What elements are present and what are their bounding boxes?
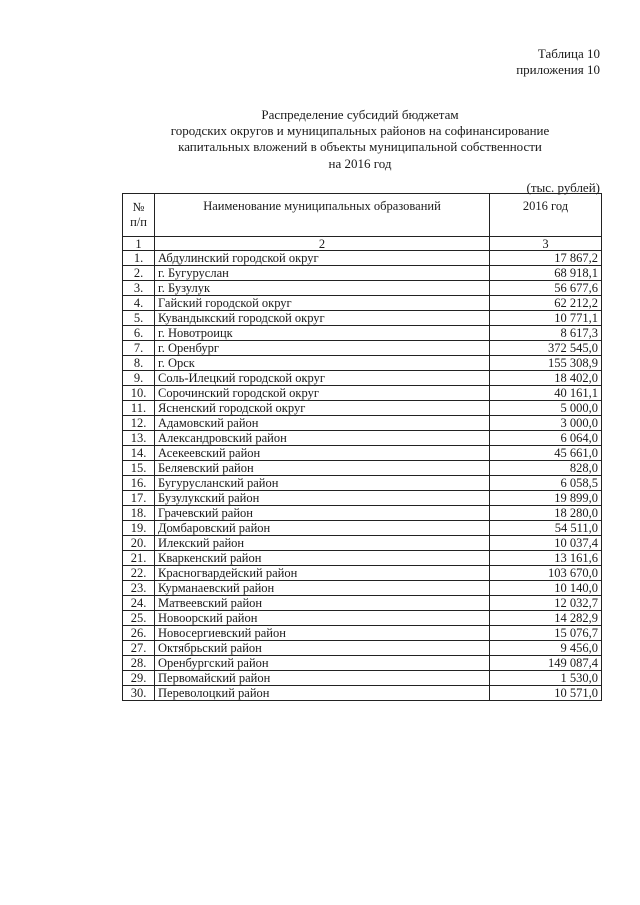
table-row <box>123 551 602 566</box>
subsidy-value: 10 037,4 <box>490 536 602 551</box>
municipality-name: Адамовский район <box>155 416 490 431</box>
municipality-name: Бузулукский район <box>155 491 490 506</box>
subsidy-value: 56 677,6 <box>490 281 602 296</box>
row-number: 1. <box>123 251 155 266</box>
title-line-2: городских округов и муниципальных районов на софинансирование <box>170 123 550 139</box>
title-line-3: капитальных вложений в объекты муниципальной собственности <box>178 139 542 155</box>
subsidy-value: 6 064,0 <box>490 431 602 446</box>
municipality-name: г. Бузулук <box>155 281 490 296</box>
table-row <box>123 326 602 341</box>
table-row <box>123 401 602 416</box>
table-row <box>123 491 602 506</box>
municipality-name: Гайский городской округ <box>155 296 490 311</box>
column-numbers-row <box>123 237 602 251</box>
row-number: 3. <box>123 281 155 296</box>
header-name: Наименование муниципальных образований <box>155 194 490 237</box>
title-line-1: Распределение субсидий бюджетам <box>261 107 459 122</box>
row-number: 10. <box>123 386 155 401</box>
table-reference <box>516 46 600 78</box>
subsidy-value: 828,0 <box>490 461 602 476</box>
row-number: 15. <box>123 461 155 476</box>
subsidy-value: 8 617,3 <box>490 326 602 341</box>
row-number: 25. <box>123 611 155 626</box>
table-row <box>123 656 602 671</box>
subsidy-value: 6 058,5 <box>490 476 602 491</box>
municipality-name: Александровский район <box>155 431 490 446</box>
table-row <box>123 446 602 461</box>
row-number: 29. <box>123 671 155 686</box>
subsidy-value: 372 545,0 <box>490 341 602 356</box>
row-number: 27. <box>123 641 155 656</box>
row-number: 24. <box>123 596 155 611</box>
row-number: 18. <box>123 506 155 521</box>
municipality-name: Первомайский район <box>155 671 490 686</box>
municipality-name: Беляевский район <box>155 461 490 476</box>
table-row <box>123 296 602 311</box>
row-number: 21. <box>123 551 155 566</box>
row-number: 6. <box>123 326 155 341</box>
subsidy-value: 103 670,0 <box>490 566 602 581</box>
municipality-name: Соль-Илецкий городской округ <box>155 371 490 386</box>
subsidy-value: 10 140,0 <box>490 581 602 596</box>
row-number: 14. <box>123 446 155 461</box>
table-row <box>123 476 602 491</box>
municipality-name: Ясненский городской округ <box>155 401 490 416</box>
table-row <box>123 686 602 701</box>
subsidy-value: 5 000,0 <box>490 401 602 416</box>
table-row <box>123 311 602 326</box>
column-number: 1 <box>123 237 155 251</box>
table-row <box>123 341 602 356</box>
column-number: 3 <box>490 237 602 251</box>
subsidy-value: 10 571,0 <box>490 686 602 701</box>
subsidy-value: 68 918,1 <box>490 266 602 281</box>
subsidy-value: 9 456,0 <box>490 641 602 656</box>
row-number: 12. <box>123 416 155 431</box>
municipality-name: Грачевский район <box>155 506 490 521</box>
table-row <box>123 416 602 431</box>
subsidy-value: 15 076,7 <box>490 626 602 641</box>
subsidy-value: 3 000,0 <box>490 416 602 431</box>
municipality-name: г. Оренбург <box>155 341 490 356</box>
header-year: 2016 год <box>490 194 602 237</box>
municipality-name: Курманаевский район <box>155 581 490 596</box>
subsidy-value: 149 087,4 <box>490 656 602 671</box>
table-label: Таблица 10 <box>537 46 600 61</box>
subsidy-value: 14 282,9 <box>490 611 602 626</box>
row-number: 2. <box>123 266 155 281</box>
table-body <box>123 237 602 701</box>
table-row <box>123 431 602 446</box>
table-row <box>123 521 602 536</box>
row-number: 4. <box>123 296 155 311</box>
subsidy-value: 17 867,2 <box>490 251 602 266</box>
row-number: 7. <box>123 341 155 356</box>
row-number: 16. <box>123 476 155 491</box>
row-number: 28. <box>123 656 155 671</box>
table-row <box>123 386 602 401</box>
table-row <box>123 566 602 581</box>
header-number: № п/п <box>123 194 155 237</box>
table-header-row <box>123 194 602 237</box>
subsidy-value: 13 161,6 <box>490 551 602 566</box>
municipality-name: Кувандыкский городской округ <box>155 311 490 326</box>
subsidy-value: 12 032,7 <box>490 596 602 611</box>
row-number: 19. <box>123 521 155 536</box>
document-title <box>120 107 600 172</box>
row-number: 20. <box>123 536 155 551</box>
table-row <box>123 536 602 551</box>
subsidy-value: 45 661,0 <box>490 446 602 461</box>
appendix-label: приложения 10 <box>516 62 600 77</box>
municipality-name: Новоорский район <box>155 611 490 626</box>
municipality-name: г. Новотроицк <box>155 326 490 341</box>
table-row <box>123 356 602 371</box>
units-label: (тыс. рублей) <box>526 180 600 195</box>
municipality-name: г. Орск <box>155 356 490 371</box>
subsidy-value: 1 530,0 <box>490 671 602 686</box>
table-row <box>123 281 602 296</box>
row-number: 17. <box>123 491 155 506</box>
table-row <box>123 596 602 611</box>
table-row <box>123 626 602 641</box>
subsidy-value: 155 308,9 <box>490 356 602 371</box>
municipality-name: Кваркенский район <box>155 551 490 566</box>
municipality-name: Переволоцкий район <box>155 686 490 701</box>
column-number: 2 <box>155 237 490 251</box>
municipality-name: Асекеевский район <box>155 446 490 461</box>
subsidy-value: 19 899,0 <box>490 491 602 506</box>
subsidy-value: 62 212,2 <box>490 296 602 311</box>
row-number: 11. <box>123 401 155 416</box>
municipality-name: Абдулинский городской округ <box>155 251 490 266</box>
subsidy-value: 54 511,0 <box>490 521 602 536</box>
subsidy-value: 18 280,0 <box>490 506 602 521</box>
table-row <box>123 506 602 521</box>
table-row <box>123 251 602 266</box>
table-row <box>123 611 602 626</box>
title-line-4: на 2016 год <box>328 155 392 171</box>
municipality-name: Сорочинский городской округ <box>155 386 490 401</box>
row-number: 5. <box>123 311 155 326</box>
municipality-name: Красногвардейский район <box>155 566 490 581</box>
municipality-name: г. Бугуруслан <box>155 266 490 281</box>
table-row <box>123 581 602 596</box>
row-number: 30. <box>123 686 155 701</box>
municipality-name: Домбаровский район <box>155 521 490 536</box>
table-row <box>123 461 602 476</box>
subsidy-value: 40 161,1 <box>490 386 602 401</box>
row-number: 23. <box>123 581 155 596</box>
table-row <box>123 641 602 656</box>
municipality-name: Бугурусланский район <box>155 476 490 491</box>
row-number: 9. <box>123 371 155 386</box>
table-row <box>123 266 602 281</box>
table-row <box>123 371 602 386</box>
row-number: 13. <box>123 431 155 446</box>
subsidy-table <box>122 193 602 701</box>
municipality-name: Илекский район <box>155 536 490 551</box>
municipality-name: Матвеевский район <box>155 596 490 611</box>
table-row <box>123 671 602 686</box>
row-number: 26. <box>123 626 155 641</box>
municipality-name: Оренбургский район <box>155 656 490 671</box>
subsidy-value: 18 402,0 <box>490 371 602 386</box>
municipality-name: Новосергиевский район <box>155 626 490 641</box>
subsidy-value: 10 771,1 <box>490 311 602 326</box>
row-number: 8. <box>123 356 155 371</box>
row-number: 22. <box>123 566 155 581</box>
municipality-name: Октябрьский район <box>155 641 490 656</box>
